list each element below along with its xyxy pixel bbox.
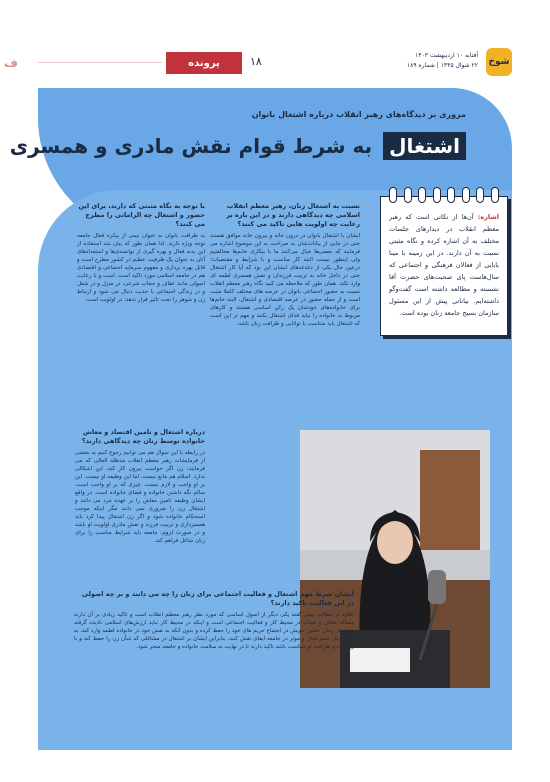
- headline-highlight: اشتغال: [383, 132, 466, 160]
- page-header: [38, 46, 512, 78]
- publication-logo: شوخ: [486, 48, 512, 76]
- section-rubric: پرونده: [166, 52, 242, 74]
- question-heading: درباره اشتغال و تامین اقتصاد و معاش خانواده توسط زنان چه دیدگاهی دارند؟: [81, 428, 205, 445]
- header-divider: [38, 62, 162, 63]
- headline-rest: به شرط قوام نقش مادری و همسری: [9, 134, 373, 158]
- article-kicker: مروری بر دیدگاه‌های رهبر انقلاب درباره اشتغال بانوان: [251, 110, 466, 119]
- article-headline: [10, 134, 466, 158]
- notebook-spiral: [389, 187, 499, 203]
- qa-section-4: [74, 590, 354, 651]
- issue-number: ۲۲ شوال ۱۴۴۵ | شماره ۱۸۹: [406, 62, 478, 69]
- intro-text: [389, 211, 499, 319]
- answer-text: ایشان با اشتغال بانوان در درون خانه و بیرون خانه موافق هستند حتی در جایی از بیانات‌شان به صراحت به این موضوع اشاره می فرمایند که بعضی‌ها خیال می‌کنند ما با بیکاری خانم‌ها مخالفتیم ولی اینطور نیست البته کار مناسب و با شرایط و مقتضیات؛ درعین حال یکی از دغدغه‌های ایشان این بود که آیا کار اشتغال حتی در داخل خانه به تربیت فرزندان و نقش همسری لطمه ای وارد نکند. همان طور که ملاحظه می کنید نگاه رهبر معظم انقلاب نسبت به حضور اجتماعی بانوان در عرصه های مختلف کاملا مثبت است و از جمله حضور در عرصه اقتصادی و اشتغال، البته خانم‌ها برای خانواده‌های خودشان یک رکن اساسی هستند و کارهای مربوط به خانواده را نباید فدای اشتغال بکنند و مهم تر این است که اشتغال باید متناسب با توانایی و ظرافت زنان باشد.: [210, 233, 360, 327]
- question-heading: نسبت به اشتغال زنان، رهبر معظم انقلاب اسلامی چه دیدگاهی دارند و در این باره بر رعایت چه اولویت هایی تاکید می کنند؟: [226, 202, 360, 228]
- qa-section-3: [75, 428, 205, 545]
- qa-section-2: [77, 202, 205, 304]
- question-heading: ایشان شرط مهم اشتغال و فعالیت اجتماعی برای زنان را چه می دانند و بر چه اصولی در این فعالیت تاکید دارند؟: [81, 590, 354, 607]
- issue-date: آفتابه ۱۰ اردیبهشت ۱۴۰۳: [415, 52, 478, 59]
- answer-text: علاوه بر مطالب پیش گفته یکی دیگر از اصول اساسی که مورد نظر رهبر معظم انقلاب است و تاکید زیادی بر آن دارند مساله عفاف و حجاب در محیط کار و فعالیت اجتماعی است و اینکه در محیط کار نباید ارزش‌های اسلامی نادیده گرفته شود. در زمان حضور خویش در اجتماع حریم های خود را حفظ کرده و بدون آنکه به نقش خود در خانواده لطمه وارد کند، به عنوان یک عضو فعال و موثر در جامعه ایفای نقش کنند. بنابراین ایشان بر اشتغال در مشاغلی که شأن زن را حفظ کند و با روحیات و ظرافت او متناسب باشد تاکید دارند تا در نهایت به سلامت خانواده و جامعه منجر شود.: [74, 612, 354, 650]
- question-heading: با توجه به نگاه مثبتی که دارند، برای این حضور و اشتغال چه الزاماتی را مطرح می کنند؟: [78, 202, 205, 228]
- intro-body: آن‌ها از نکاتی است که رهبر معظم انقلاب در دیدارهای جلسات مختلف به آن اشاره کرده و نگاه مثبتی نسبت به آن دارند. در این زمینه با مینا بابایی از فعالان فرهنگی و اجتماعی که سال‌هاست پای صحبت‌های حضرت آقا نشسته و مطالعه داشته است گفت‌وگو داشته‌ایم. بیاناتی پیش از این مسئول سازمان بسیج جامعه زنان بوده است.: [389, 213, 499, 317]
- qa-section-1: [210, 202, 360, 328]
- intro-lead: اشاره:: [477, 213, 499, 221]
- answer-text: به ظرافت بانوان به عنوان نیمی از پیکره فعال جامعه توجه ویژه دارند. لذا همان طور که بیان شد استفاده از این بدنه فعال و بهره گیری از توانمندی‌ها و استعدادهای آنان به عنوان یک ظرفیت عظیم در کشور مطرح است و قابل بهره برداری و مفهوم سرمایه اجتماعی و اقتصادی هم در جامعه اسلامی مورد تاکید است. است و با رعایت اصولی مانند عفاف و حجاب شرعی، در منزل و در شغل و در زندگی اجتماعی با جدیت دنبال می شود و ارتباط زن و شوهر را تحت تاثیر قرار ندهد، در اولویت است.: [77, 233, 205, 303]
- answer-text: در رابطه با این سوال هم می توانیم رجوع کنیم به بخشی از فرمایشات رهبر معظم انقلاب مدظله العالی که می فرمایند: زن اگر خواست بیرون کار کند، این اشکالی ندارد. اسلام هم مانع نیست. اما این وظیفه او نیست. این بر او واجب و لازم نیست. چیزی که بر او واجب است، سالم نگه داشتن خانواده و فضای خانواده است. در واقع ایشان وظیفه تامین معاش را بر عهده مرد می دانند و اشتغال زن را ضروری نمی دانند مگر اینکه موجب استحکام خانواده شود و اگر زن اشتغال پیدا کرد باید همسرداری و تربیت فرزند و نقش مادری اولویت او باشد و در صورت لزوم، جامعه باید شرایط مناسب را برای زنان شاغل فراهم کند.: [75, 450, 205, 544]
- page-number: ۱۸: [250, 55, 262, 68]
- corner-mark: ف: [4, 56, 18, 70]
- intro-note-card: [380, 196, 508, 336]
